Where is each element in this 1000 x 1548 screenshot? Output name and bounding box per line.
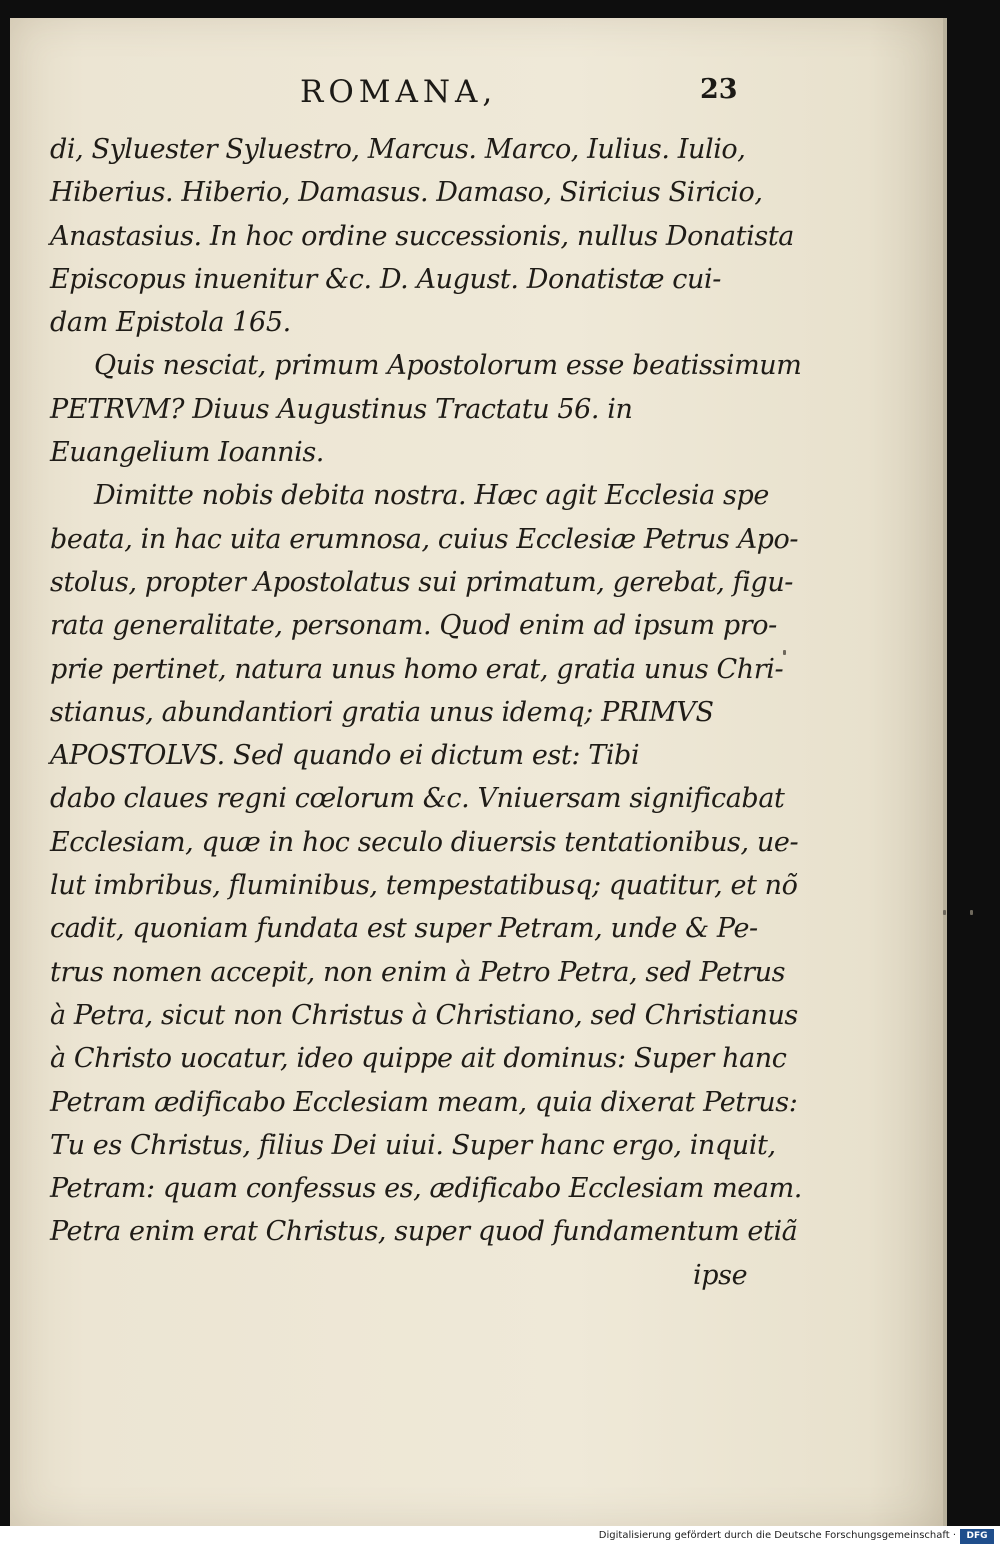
running-header: ROMANA, bbox=[300, 74, 498, 110]
text-line: Dimitte nobis debita nostra. Hæc agit Ecclesia spe bbox=[94, 480, 769, 512]
text-line: Petram ædificabo Ecclesiam meam, quia dixerat Petrus: bbox=[50, 1086, 798, 1118]
footer-credit: Digitalisierung gefördert durch die Deutsche Forschungsgemeinschaft · bbox=[598, 1530, 956, 1541]
text-line: dabo claues regni cœlorum &c. Vniuersam significabat bbox=[50, 783, 785, 815]
text-line: Petra enim erat Christus, super quod fundamentum etiã bbox=[50, 1216, 798, 1248]
text-line: dam Epistola 165. bbox=[50, 307, 291, 339]
text-line: Hiberius. Hiberio, Damasus. Damaso, Siricius Siricio, bbox=[50, 177, 763, 209]
text-line: stianus, abundantiori gratia unus idemq; PRIMVS bbox=[50, 696, 714, 728]
text-line: à Petra, sicut non Christus à Christiano, sed Christianus bbox=[50, 999, 798, 1031]
ink-speck bbox=[783, 650, 786, 655]
text-line: à Christo uocatur, ideo quippe ait dominus: Super hanc bbox=[50, 1043, 787, 1075]
text-line: Quis nesciat, primum Apostolorum esse beatissimum bbox=[94, 350, 802, 382]
body-text bbox=[50, 128, 802, 1297]
text-line: Tu es Christus, filius Dei uiui. Super hanc ergo, inquit, bbox=[50, 1129, 776, 1161]
text-line: Ecclesiam, quæ in hoc seculo diuersis tentationibus, ue- bbox=[50, 826, 799, 858]
text-line: Petram: quam confessus es, ædificabo Ecclesiam meam. bbox=[50, 1173, 802, 1205]
text-line: PETRVM? Diuus Augustinus Tractatu 56. in bbox=[50, 393, 633, 425]
text-line: lut imbribus, fluminibus, tempestatibusq; quatitur, et nõ bbox=[50, 870, 798, 902]
text-line: ipse bbox=[693, 1259, 748, 1291]
ink-speck bbox=[970, 910, 973, 915]
text-line: cadit, quoniam fundata est super Petram, unde & Pe- bbox=[50, 913, 758, 945]
page-number: 23 bbox=[700, 74, 738, 105]
text-line: stolus, propter Apostolatus sui primatum, gerebat, figu- bbox=[50, 566, 794, 598]
dfg-logo: DFG bbox=[960, 1529, 994, 1544]
text-line: APOSTOLVS. Sed quando ei dictum est: Tibi bbox=[50, 740, 640, 772]
text-line: prie pertinet, natura unus homo erat, gratia unus Chri- bbox=[50, 653, 784, 685]
text-line: beata, in hac uita erumnosa, cuius Ecclesiæ Petrus Apo- bbox=[50, 523, 799, 555]
text-line: trus nomen accepit, non enim à Petro Petra, sed Petrus bbox=[50, 956, 786, 988]
text-line: Euangelium Ioannis. bbox=[50, 437, 324, 469]
text-line: di, Syluester Syluestro, Marcus. Marco, Iulius. Iulio, bbox=[50, 134, 746, 165]
text-line: Anastasius. In hoc ordine successionis, nullus Donatista bbox=[50, 220, 794, 252]
page-edge bbox=[943, 18, 947, 1526]
ink-speck bbox=[943, 910, 946, 915]
text-line: Episcopus inuenitur &c. D. August. Donatistæ cui- bbox=[50, 263, 721, 295]
text-line: rata generalitate, personam. Quod enim ad ipsum pro- bbox=[50, 610, 777, 642]
footer-bar bbox=[0, 1526, 1000, 1548]
